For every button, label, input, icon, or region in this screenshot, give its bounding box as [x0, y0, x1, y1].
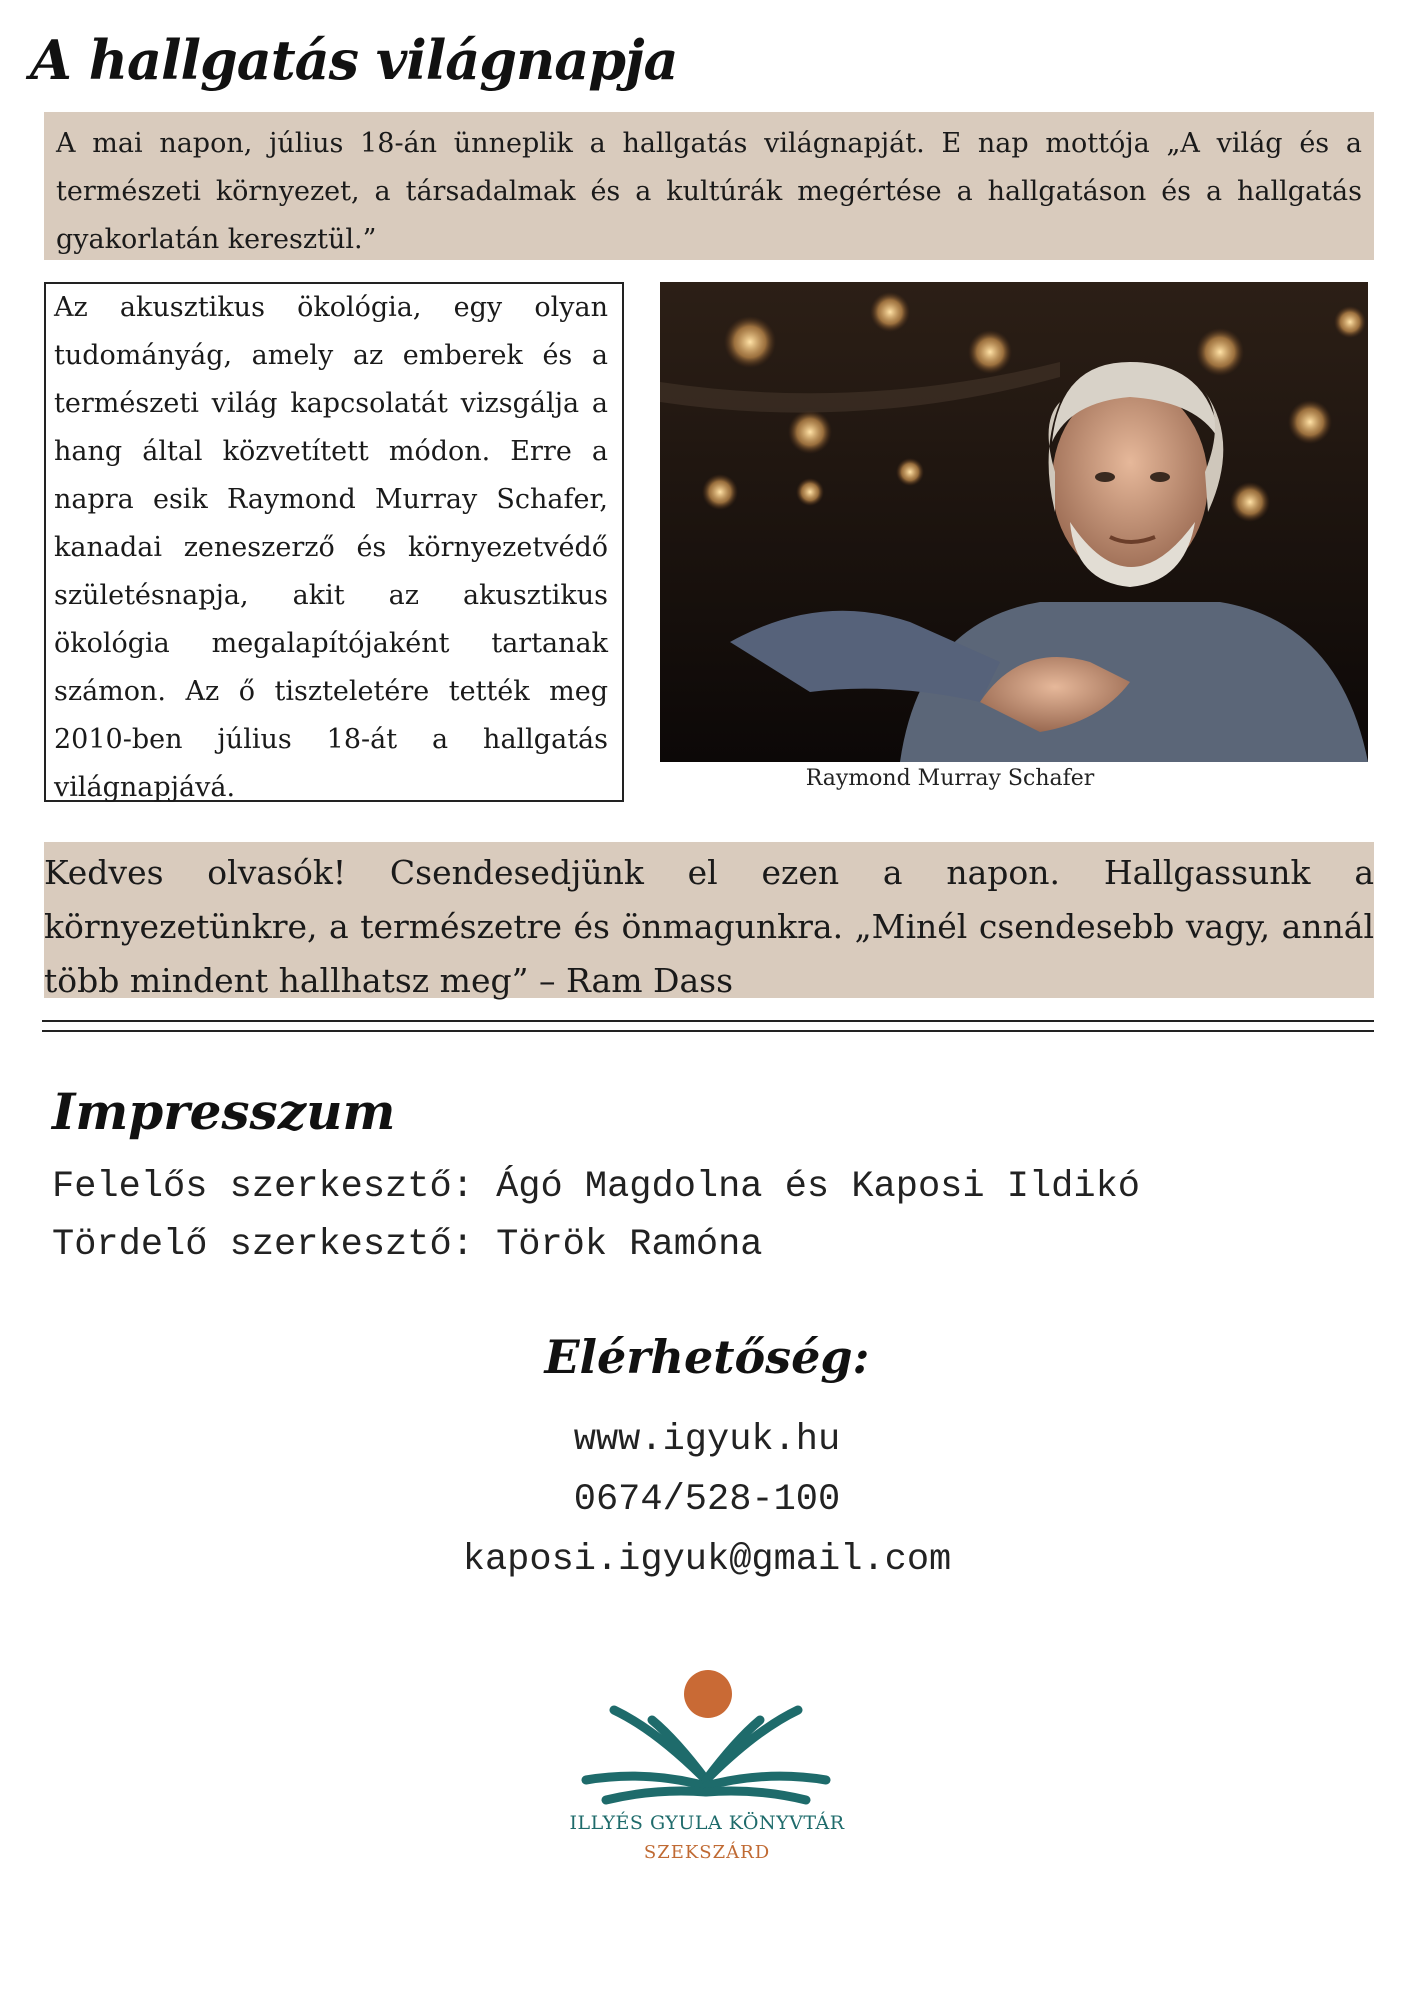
intro-paragraph: A mai napon, július 18-án ünneplik a hallgatás világnapját. E nap mottója „A világ és a természeti környezet, a társadalmak és a kultúrák megértése a hallgatáson és a hallgatás gyakorlatán keresztül.”: [44, 112, 1374, 260]
layout-editor-line: Tördelő szerkesztő: Török Ramóna: [52, 1224, 763, 1266]
credits-block: [52, 1158, 1140, 1274]
divider-line: [42, 1030, 1374, 1032]
website-link[interactable]: www.igyuk.hu: [573, 1419, 841, 1461]
phone-number: 0674/528-100: [573, 1479, 841, 1521]
contact-block: [0, 1410, 1414, 1590]
logo-city-name: SZEKSZÁRD: [643, 1842, 771, 1863]
logo-library-name: ILLYÉS GYULA KÖNYVTÁR: [569, 1812, 845, 1834]
portrait-illustration: [660, 282, 1368, 762]
portrait-photo: [660, 282, 1368, 762]
book-sun-icon: [566, 1660, 846, 1810]
contact-heading: Elérhetőség:: [544, 1330, 870, 1384]
photo-caption: Raymond Murray Schafer: [805, 766, 1095, 791]
page-title: A hallgatás világnapja: [30, 28, 678, 92]
divider-line: [42, 1020, 1374, 1022]
impresszum-heading: Impresszum: [52, 1082, 396, 1141]
quote-paragraph: Kedves olvasók! Csendesedjünk el ezen a napon. Hallgassunk a környezetünkre, a természetre és önmagunkra. „Minél csendesebb vagy, annál több mindent hallhatsz meg” – Ram Dass: [44, 842, 1374, 998]
bio-box: Az akusztikus ökológia, egy olyan tudományág, amely az emberek és a természeti világ kapcsolatát vizsgálja a hang által közvetített módon. Erre a napra esik Raymond Murray Schafer, kanadai zeneszerző és környezetvédő születésnapja, akit az akusztikus ökológia megalapítójaként tartanak számon. Az ő tiszteletére tették meg 2010-ben július 18-át a hallgatás világnapjává.: [44, 282, 624, 802]
editor-line: Felelős szerkesztő: Ágó Magdolna és Kaposi Ildikó: [52, 1166, 1140, 1208]
email-link[interactable]: kaposi.igyuk@gmail.com: [462, 1539, 952, 1581]
